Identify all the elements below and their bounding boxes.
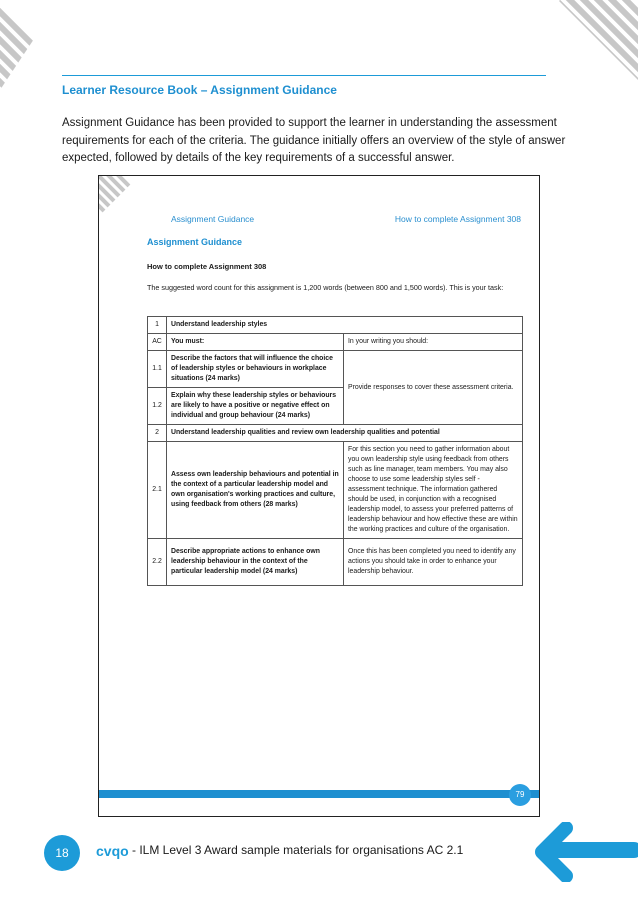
must-header: You must:: [167, 334, 344, 351]
corner-stripes-decoration: [99, 176, 139, 216]
criterion-guidance: Provide responses to cover these assessment criteria.: [344, 351, 523, 425]
outcome-number: 1: [148, 317, 167, 334]
ac-header: AC: [148, 334, 167, 351]
writing-header: In your writing you should:: [344, 334, 523, 351]
table-row: [148, 351, 523, 388]
table-row: [148, 539, 523, 586]
corner-stripes-decoration: [0, 0, 60, 90]
outcome-number: 2: [148, 425, 167, 442]
outcome-title: Understand leadership styles: [167, 317, 523, 334]
table-row: [148, 442, 523, 539]
page-number: 18: [44, 835, 80, 871]
embedded-page-number: 79: [509, 784, 531, 806]
table-header-row: [148, 334, 523, 351]
intro-paragraph: Assignment Guidance has been provided to support the learner in understanding the assessment requirements for each of the criteria. The guidance initially offers an overview of the style of answer expected, followed by details of the key requirements of a successful answer.: [62, 117, 566, 164]
header-rule: [62, 75, 546, 76]
section-subtitle: How to complete Assignment 308: [147, 262, 267, 271]
criterion-guidance: Once this has been completed you need to identify any actions you should take in order to enhance your leadership behaviour.: [344, 539, 523, 586]
criterion-text: Describe appropriate actions to enhance own leadership behaviour in the context of the particular leadership model (24 marks): [167, 539, 344, 586]
table-row: [148, 317, 523, 334]
criterion-number: 2.1: [148, 442, 167, 539]
svg-text:cvqo: cvqo: [96, 843, 129, 859]
table-row: [148, 425, 523, 442]
task-paragraph: The suggested word count for this assignment is 1,200 words (between 800 and 1,500 words). This is your task:: [147, 283, 504, 292]
outcome-title: Understand leadership qualities and review own leadership qualities and potential: [167, 425, 523, 442]
back-arrow-icon: [532, 822, 638, 882]
criterion-text: Explain why these leadership styles or behaviours are likely to have a positive or negative effect on individual and group behaviour (24 marks): [167, 388, 344, 425]
criterion-number: 2.2: [148, 539, 167, 586]
criterion-text: Assess own leadership behaviours and potential in the context of a particular leadership model and own organisation's working practices and culture, using feedback from others (28 marks): [167, 442, 344, 539]
criterion-text: Describe the factors that will influence the choice of leadership styles or behaviours in workplace situations (24 marks): [167, 351, 344, 388]
assessment-criteria-table: [147, 316, 523, 586]
running-header-right: How to complete Assignment 308: [394, 214, 521, 224]
section-title: Assignment Guidance: [147, 237, 243, 247]
criterion-number: 1.2: [148, 388, 167, 425]
cvqo-logo: [96, 843, 130, 859]
corner-stripes-decoration: [558, 0, 638, 80]
criterion-guidance: For this section you need to gather information about you own leadership style using feedback from others such as line manager, team members. You may also choose to use some leadership styles self - assessment technique. The information gathered should be used, in conjunction with a recognised leadership model, to assess your preferred patterns of leadership behaviour and how effective these are within the working practices and culture of the organisation.: [344, 442, 523, 539]
embedded-page: [98, 175, 540, 817]
footer-text: - ILM Level 3 Award sample materials for organisations AC 2.1: [132, 843, 464, 857]
running-header-left: Assignment Guidance: [171, 214, 255, 224]
page-title: Learner Resource Book – Assignment Guidance: [62, 83, 337, 97]
criterion-number: 1.1: [148, 351, 167, 388]
embedded-footer-bar: [99, 790, 539, 798]
